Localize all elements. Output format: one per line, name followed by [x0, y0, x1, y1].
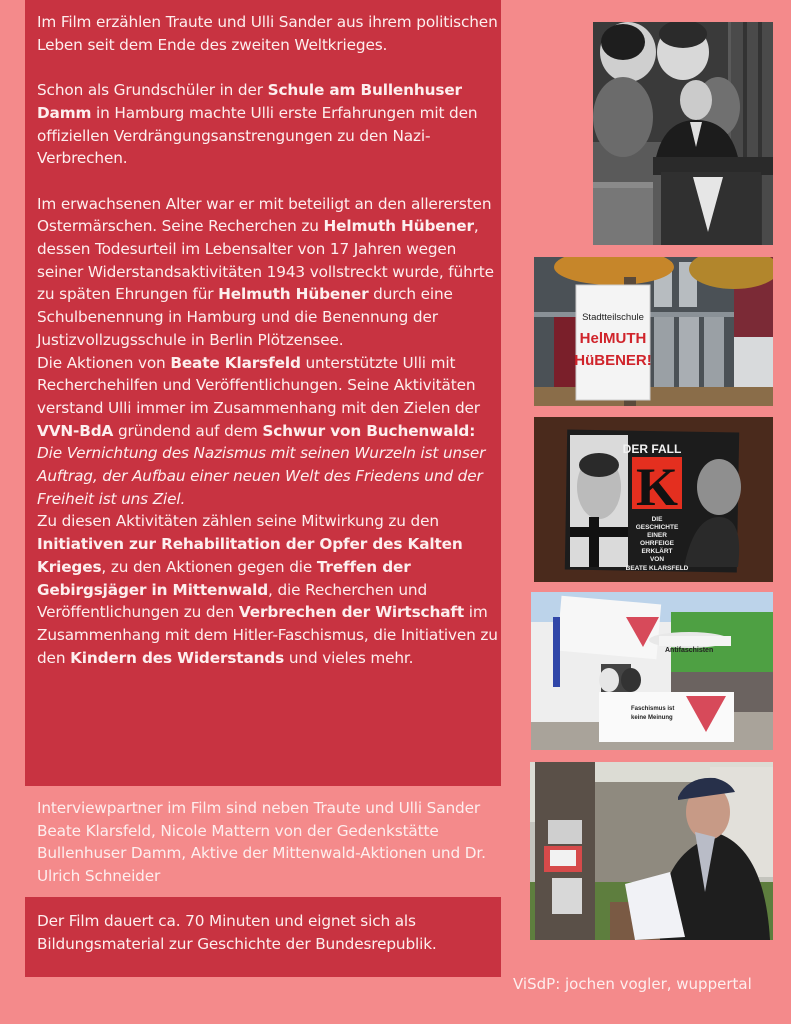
stand-banner: Faschismus ist — [631, 706, 675, 712]
cover-letter: K — [635, 457, 679, 517]
photo-man-speaking — [530, 762, 773, 940]
sign-line2: HelMUTH — [579, 330, 647, 347]
svg-text:OHRFEIGE: OHRFEIGE — [640, 540, 674, 547]
photo-info-stand — [531, 592, 773, 750]
duration-text: Der Film dauert ca. 70 Minuten und eignet sich als Bildungsmaterial zur Geschichte der Bundesrepublik. — [37, 912, 437, 953]
umbrella-text: Antifaschisten — [665, 647, 714, 654]
intro-paragraph: Im Film erzählen Traute und Ulli Sander aus ihrem politischen Leben seit dem Ende des zweiten Weltkrieges. — [37, 13, 498, 54]
svg-text:EINER: EINER — [647, 532, 667, 539]
school-paragraph: Schon als Grundschüler in der Schule am Bullenhuser Damm in Hamburg machte Ulli erste Erfahrungen mit den offiziellen Verdrängungsanstrengungen zu den Nazi-Verbrechen. — [37, 81, 478, 168]
buchenwald-oath-quote: Die Vernichtung des Nazismus mit seinen Wurzeln ist unser Auftrag, der Aufbau einer neuen Welt des Friedens und der Freiheit ist uns Ziel. — [37, 444, 486, 508]
svg-text:ERKLÄRT: ERKLÄRT — [641, 548, 673, 555]
klarsfeld-paragraph: Die Aktionen von Beate Klarsfeld unterstützte Ulli mit Recherchehilfen und Veröffentlichungen. Seine Aktivitäten verstand Ulli immer im Zusammenhang mit den Zielen der VVN-BdA gründend auf dem Schwur von Buchenwald: Die Vernichtung des Nazismus mit seinen Wurzeln ist unser Auftrag, der Aufbau einer neuen Welt des Friedens und der Freiheit ist uns Ziel. — [37, 353, 486, 508]
photo-school-sign — [534, 257, 773, 406]
huebener-paragraph: Im erwachsenen Alter war er mit beteiligt an den allerersten Ostermärschen. Seine Recherchen zu Helmuth Hübener, dessen Todesurteil im Lebensalter von 17 Jahren wegen seiner Widerstandsaktivitäten 1943 vollstreckt wurde, führte zu späten Ehrungen für Helmuth Hübener durch eine Schulbenennung in Hamburg und die Benennung der Justizvollzugsschule in Berlin Plötzensee. — [37, 194, 494, 349]
interview-partners-text: Interviewpartner im Film sind neben Traute und Ulli Sander Beate Klarsfeld, Nicole Mattern von der Gedenkstätte Bullenhuser Damm, Aktive der Mittenwald-Aktionen und Dr. Ulrich Schneider — [37, 799, 486, 886]
duration-panel — [25, 897, 501, 977]
svg-text:BEATE KLARSFELD: BEATE KLARSFELD — [625, 565, 689, 572]
main-text-panel — [25, 0, 501, 786]
cover-title: DER FALL — [622, 442, 682, 456]
svg-text:GESCHICHTE: GESCHICHTE — [635, 524, 679, 531]
visdp-credit: ViSdP: jochen vogler, wuppertal — [513, 975, 752, 993]
svg-text:keine Meinung: keine Meinung — [631, 715, 673, 721]
svg-text:VON: VON — [649, 556, 665, 563]
sign-line3: HüBENER! — [574, 352, 652, 369]
activities-paragraph: Zu diesen Aktivitäten zählen seine Mitwirkung zu den Initiativen zur Rehabilitation der Opfer des Kalten Krieges, zu den Aktionen gegen die Treffen der Gebirgsjäger in Mittenwald, die Recherchen und Veröffentlichungen zu den Verbrechen der Wirtschaft im Zusammenhang mit dem Hitler-Faschismus, die Initiativen zu den Kindern des Widerstands und vieles mehr. — [37, 512, 498, 667]
photo-record-cover — [534, 417, 773, 582]
svg-text:DIE: DIE — [651, 516, 663, 523]
sign-line1: Stadtteilschule — [582, 312, 644, 323]
photo-young-speaker — [593, 22, 773, 245]
